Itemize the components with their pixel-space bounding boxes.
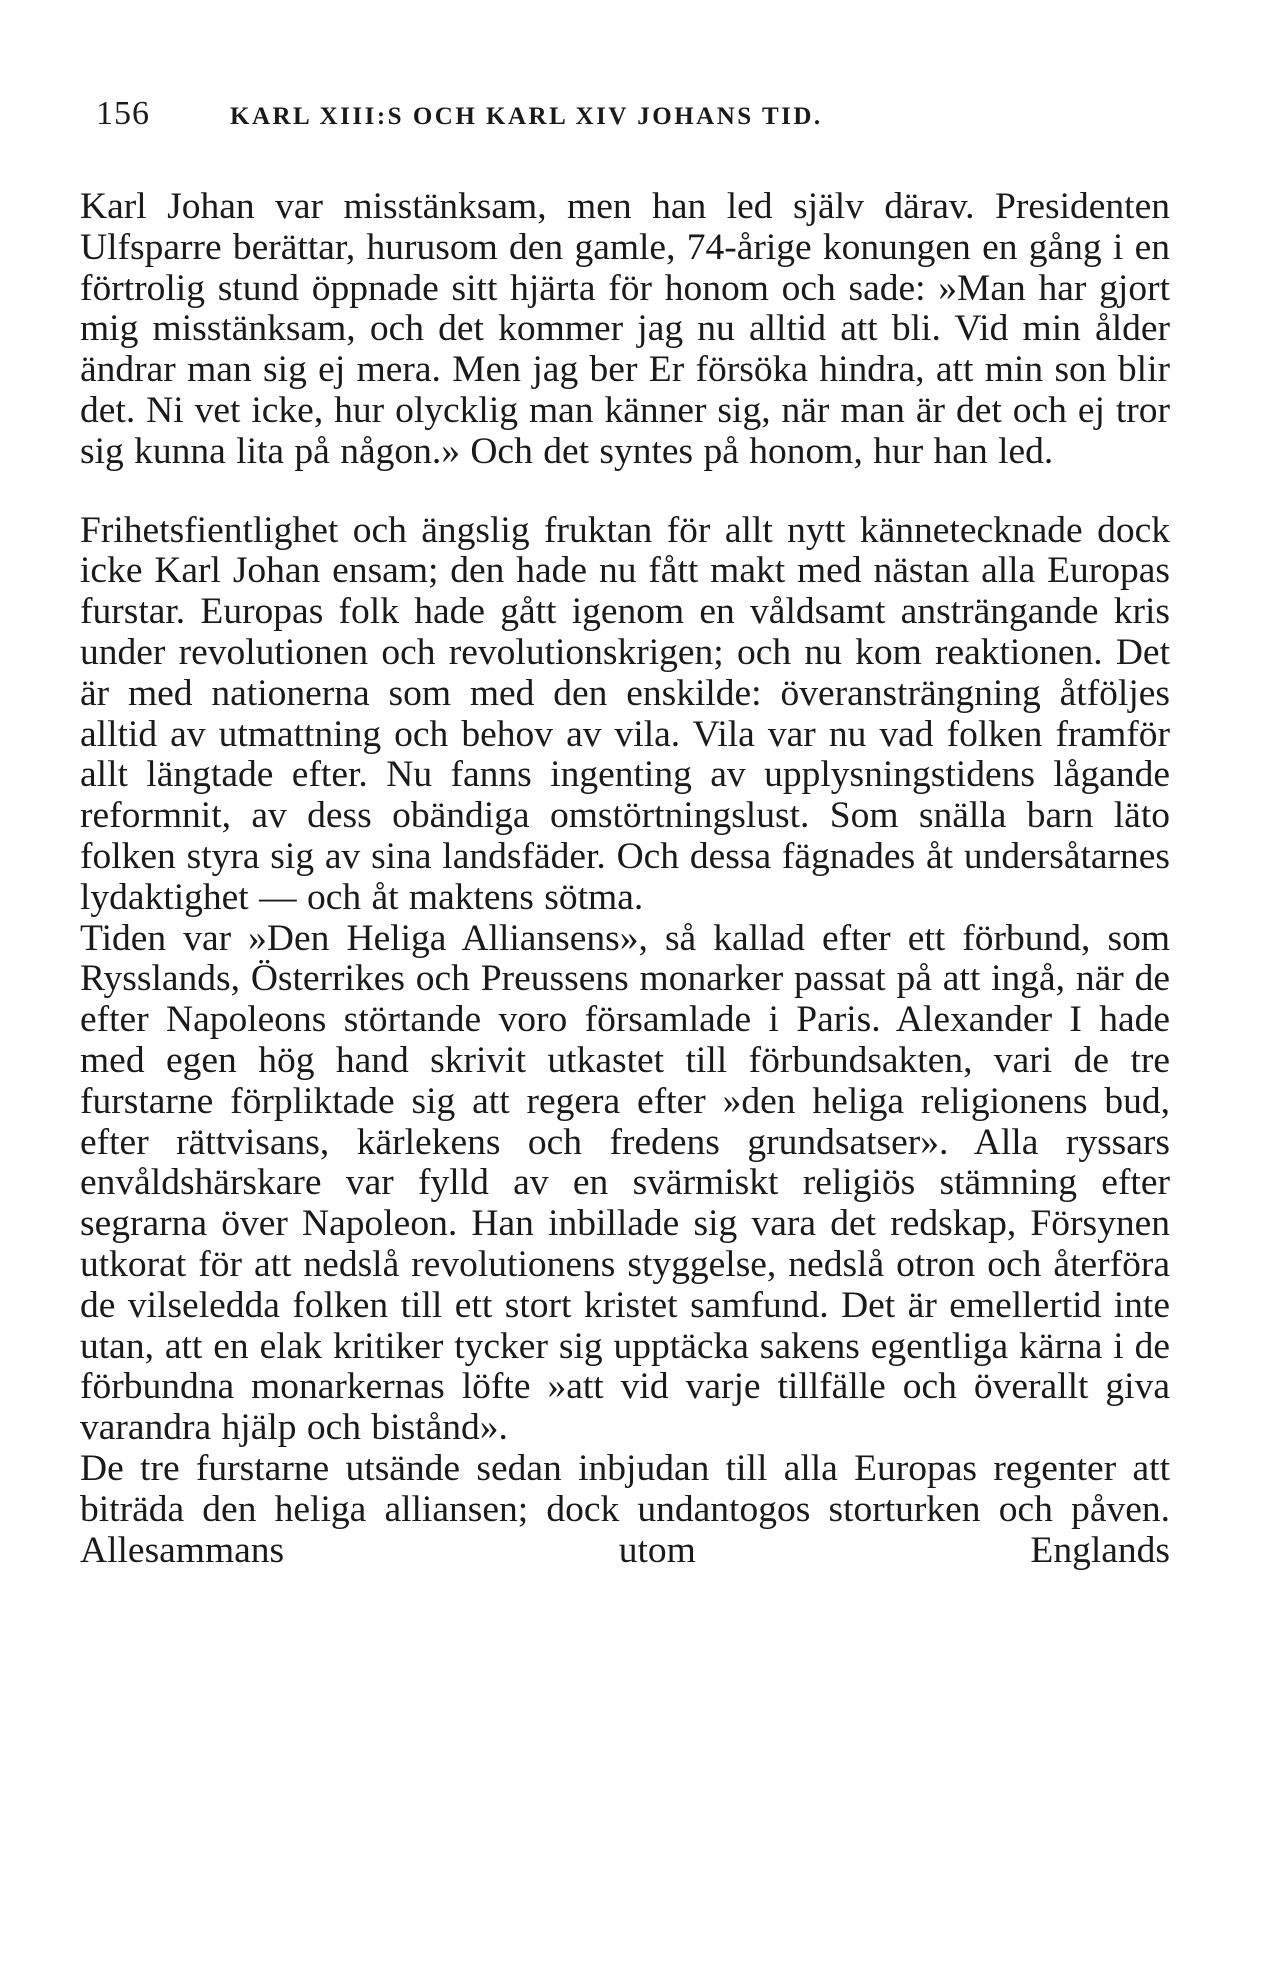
book-page <box>80 95 1170 1571</box>
running-head <box>80 95 1170 145</box>
paragraph: Karl Johan var misstänksam, men han led själv därav. Presidenten Ulfsparre berättar, hurusom den gamle, 74-årige konungen en gång i en förtrolig stund öppnade sitt hjärta för honom och sade: »Man har gjort mig misstänksam, och det kommer jag nu alltid att bli. Vid min ålder ändrar man sig ej mera. Men jag ber Er försöka hindra, att min son blir det. Ni vet icke, hur olycklig man känner sig, när man är det och ej tror sig kunna lita på någon.» Och det syntes på honom, hur han led. <box>80 186 1170 472</box>
paragraph: Frihetsfientlighet och ängslig fruktan för allt nytt kännetecknade dock icke Karl Johan ensam; den hade nu fått makt med nästan alla Europas furstar. Europas folk hade gått igenom en våldsamt ansträngande kris under revolutionen och revolutionskrigen; och nu kom reaktionen. Det är med nationerna som med den enskilde: överansträngning åtföljes alltid av utmattning och behov av vila. Vila var nu vad folken framför allt längtade efter. Nu fanns ingenting av upplysningstidens lågande reformnit, av dess obändiga omstörtningslust. Som snälla barn läto folken styra sig av sina landsfäder. Och dessa fägnades åt undersåtarnes lydaktighet — och åt maktens sötma. <box>80 509 1170 918</box>
running-title: KARL XIII:S OCH KARL XIV JOHANS TID. <box>230 103 823 130</box>
paragraph: Tiden var »Den Heliga Alliansens», så kallad efter ett förbund, som Rysslands, Österrikes och Preussens monarker passat på att ingå, när de efter Napoleons störtande voro församlade i Paris. Alexander I hade med egen hög hand skrivit utkastet till förbundsakten, vari de tre furstarne förpliktade sig att regera efter »den heliga religionens bud, efter rättvisans, kärlekens och fredens grundsatser». Alla ryssars envåldshärskare var fylld av en svärmiskt religiös stämning efter segrarna över Napoleon. Han inbillade sig vara det redskap, Försynen utkorat för att nedslå revolutionens styggelse, nedslå otron och återföra de vilseledda folken till ett stort kristet samfund. Det är emellertid inte utan, att en elak kritiker tycker sig upptäcka sakens egentliga kärna i de förbundna monarkernas löfte »att vid varje tillfälle och överallt giva varandra hjälp och bistånd». <box>80 917 1170 1449</box>
body-text <box>80 187 1170 1571</box>
page-number: 156 <box>96 95 150 132</box>
paragraph: De tre furstarne utsände sedan inbjudan till alla Europas regenter att biträda den heliga alliansen; dock undantogos storturken och påven. Allesammans utom Englands <box>80 1447 1170 1571</box>
